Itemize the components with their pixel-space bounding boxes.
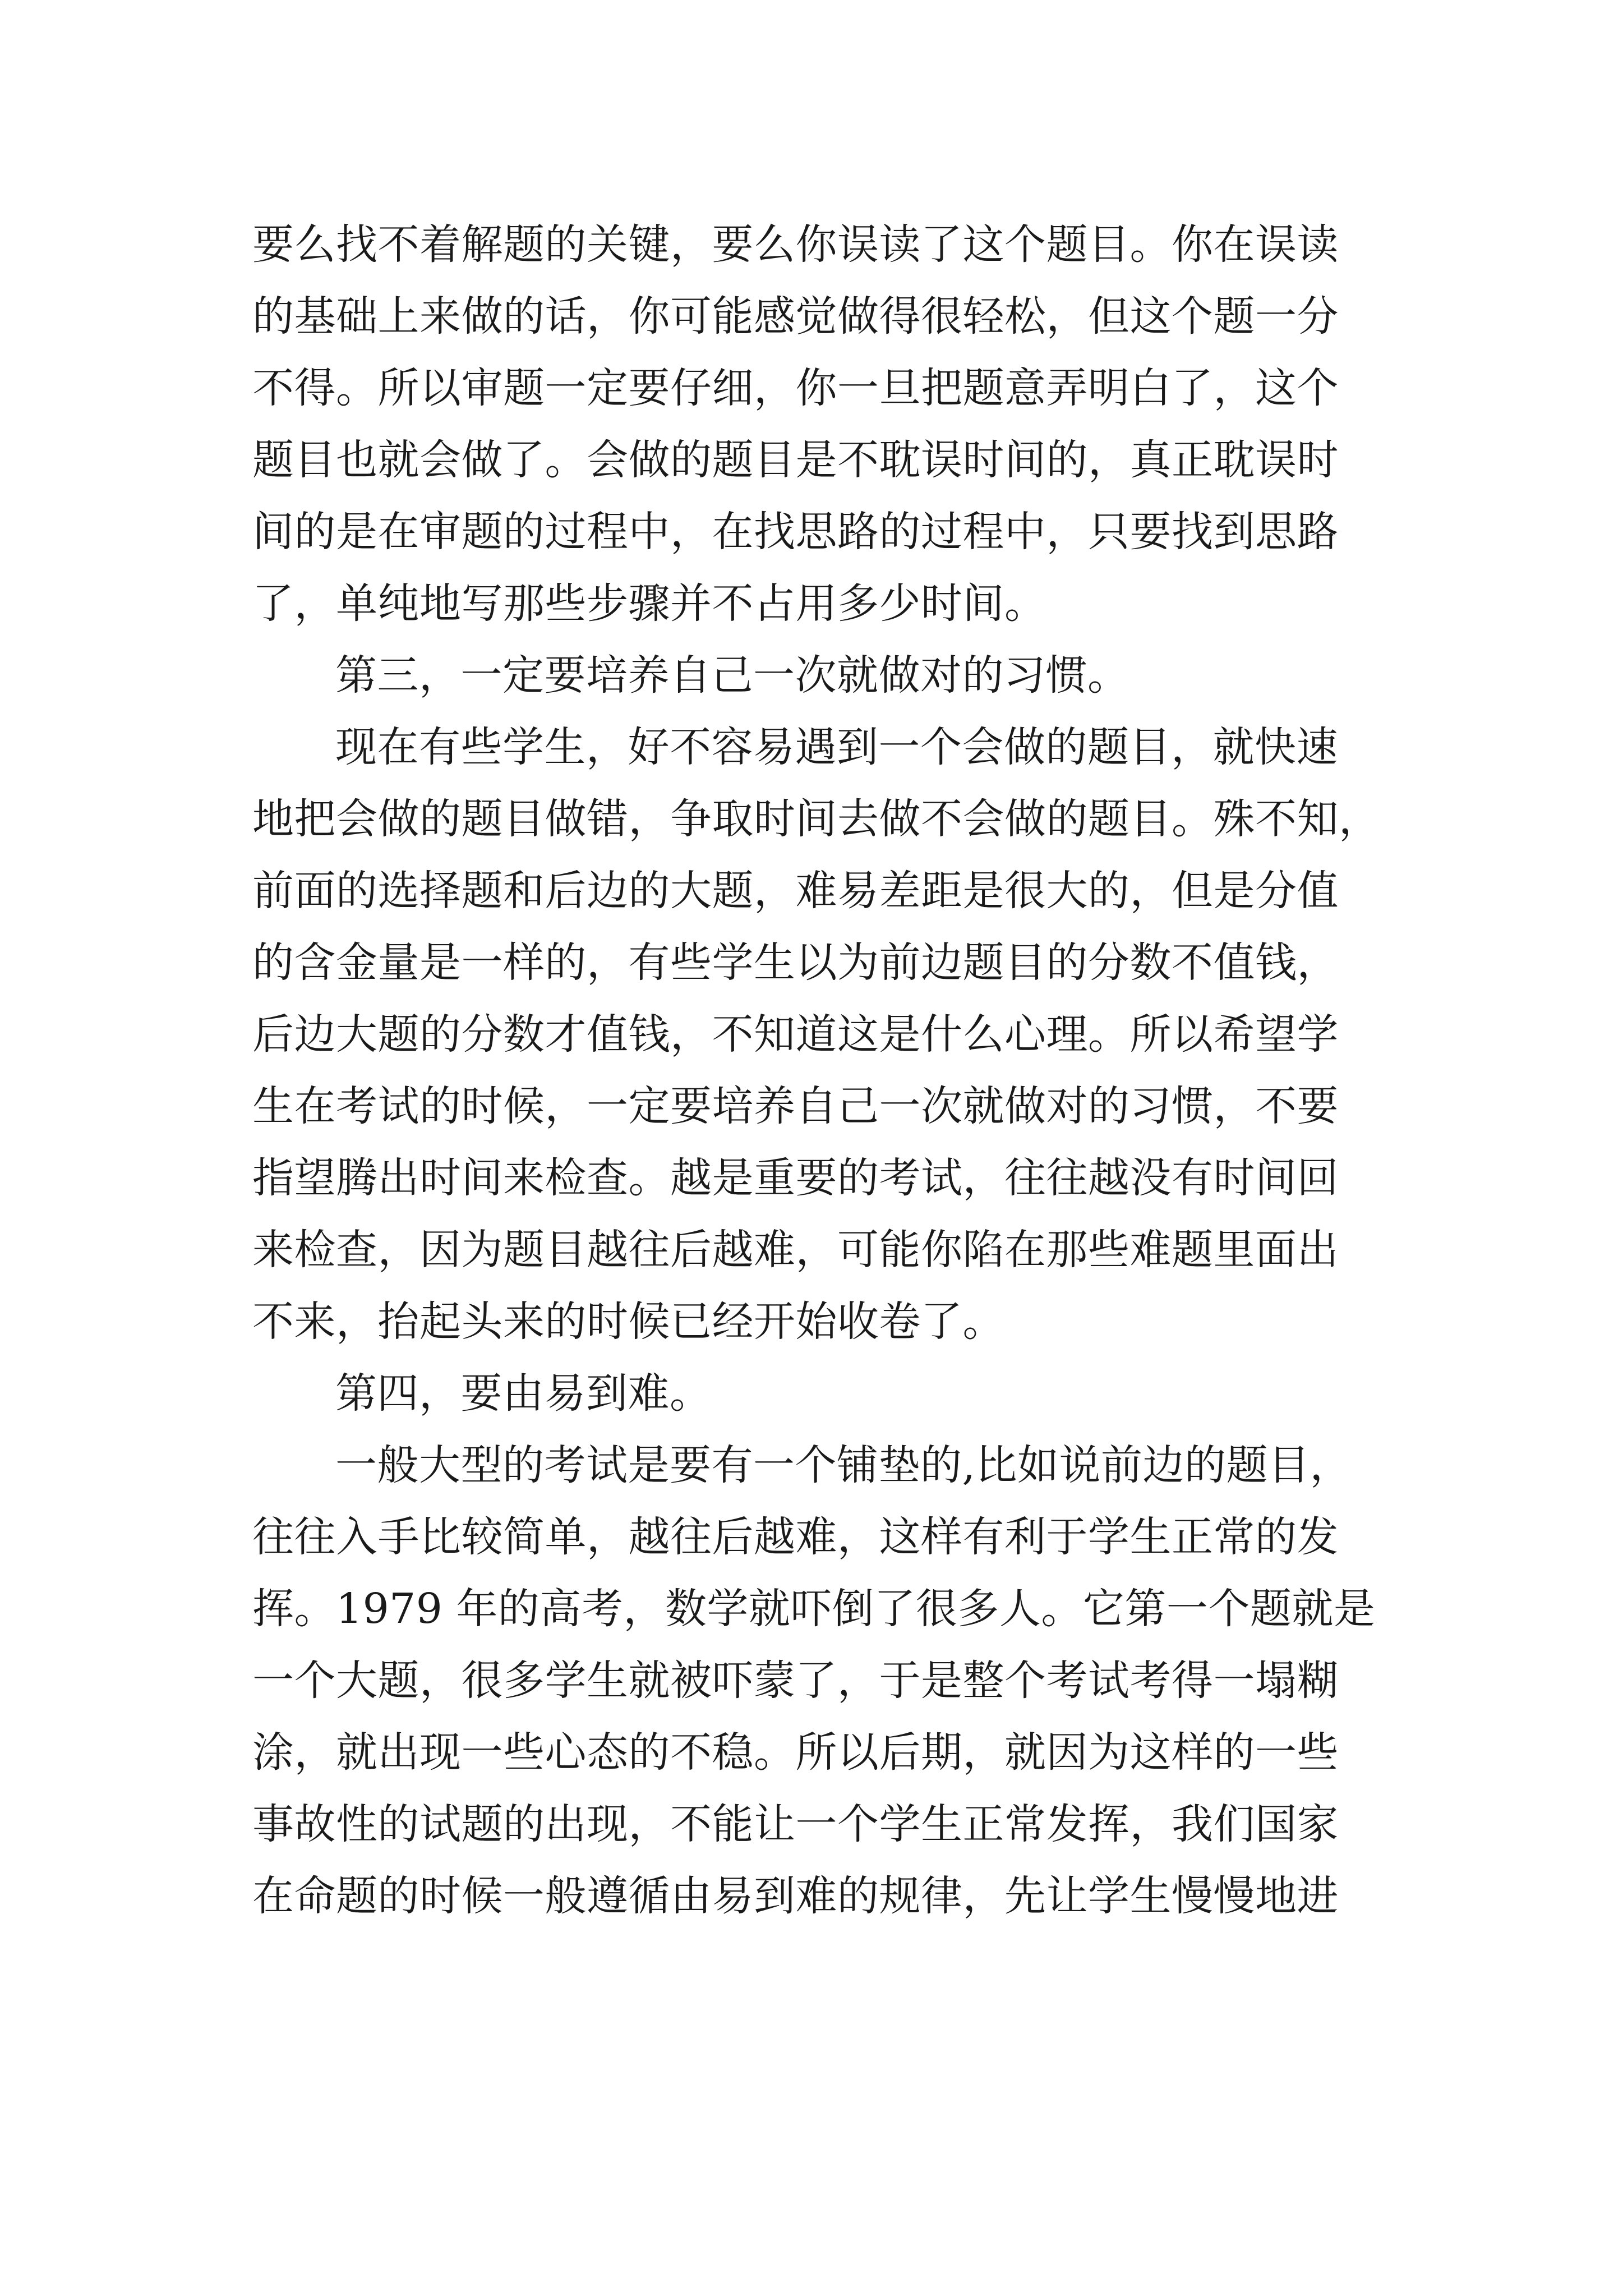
text-line: 在命题的时候一般遵循由易到难的规律，先让学生慢慢地进 xyxy=(252,1872,1339,1920)
paragraph-first-line: 现在有些学生，好不容易遇到一个会做的题目，就快速 xyxy=(335,723,1338,771)
text-line: 一个大题，很多学生就被吓蒙了，于是整个考试考得一塌糊 xyxy=(252,1657,1339,1705)
text-line: 指望腾出时间来检查。越是重要的考试，往往越没有时间回 xyxy=(252,1154,1339,1202)
text-line: 了，单纯地写那些步骤并不占用多少时间。 xyxy=(252,579,1046,628)
text-line: 的含金量是一样的，有些学生以为前边题目的分数不值钱， xyxy=(252,938,1339,987)
body-text xyxy=(252,209,1396,1932)
paragraph-first-line: 第三，一定要培养自己一次就做对的习惯。 xyxy=(335,651,1129,700)
text-line: 涂，就出现一些心态的不稳。所以后期，就因为这样的一些 xyxy=(252,1728,1339,1777)
text-line: 前面的选择题和后边的大题，难易差距是很大的，但是分值 xyxy=(252,867,1339,915)
text-line: 生在考试的时候，一定要培养自己一次就做对的习惯，不要 xyxy=(252,1082,1339,1130)
text-line: 题目也就会做了。会做的题目是不耽误时间的，真正耽误时 xyxy=(252,436,1339,484)
text-line: 来检查，因为题目越往后越难，可能你陷在那些难题里面出 xyxy=(252,1226,1339,1274)
text-line: 要么找不着解题的关键，要么你误读了这个题目。你在误读 xyxy=(252,220,1339,269)
paragraph-first-line: 一般大型的考试是要有一个铺垫的,比如说前边的题目， xyxy=(335,1441,1352,1489)
text-line: 不得。所以审题一定要仔细，你一旦把题意弄明白了，这个 xyxy=(252,364,1339,412)
text-line: 挥。1979 年的高考，数学就吓倒了很多人。它第一个题就是 xyxy=(252,1585,1376,1633)
text-line: 间的是在审题的过程中，在找思路的过程中，只要找到思路 xyxy=(252,508,1339,556)
text-line: 往往入手比较简单，越往后越难，这样有利于学生正常的发 xyxy=(252,1513,1339,1561)
text-line: 不来，抬起头来的时候已经开始收卷了。 xyxy=(252,1297,1004,1346)
text-line: 事故性的试题的出现，不能让一个学生正常发挥，我们国家 xyxy=(252,1800,1339,1848)
text-line: 地把会做的题目做错，争取时间去做不会做的题目。殊不知， xyxy=(252,795,1381,843)
text-line: 后边大题的分数才值钱，不知道这是什么心理。所以希望学 xyxy=(252,1010,1339,1059)
paragraph-first-line: 第四，要由易到难。 xyxy=(335,1369,712,1418)
text-line: 的基础上来做的话，你可能感觉做得很轻松，但这个题一分 xyxy=(252,292,1339,341)
